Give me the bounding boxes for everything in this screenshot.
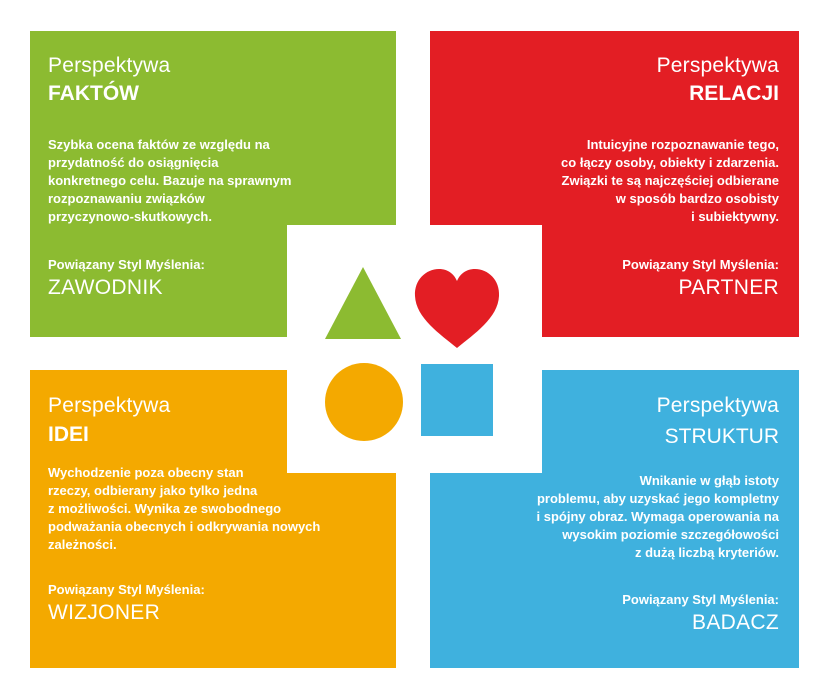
circle-shape — [325, 363, 403, 441]
description-line: z dużą liczbą kryteriów. — [634, 545, 779, 560]
card-structures-related-label: Powiązany Styl Myślenia: — [622, 592, 779, 607]
card-facts-related-label: Powiązany Styl Myślenia: — [48, 257, 205, 272]
description-line: przydatność do osiągnięcia — [48, 155, 219, 170]
card-facts-heading: FAKTÓW — [48, 82, 139, 105]
description-line: zależności. — [48, 537, 117, 552]
description-line: Szybka ocena faktów ze względu na — [48, 137, 270, 152]
card-ideas-heading: IDEI — [48, 423, 89, 446]
square-shape — [421, 364, 493, 436]
description-line: konkretnego celu. Bazuje na sprawnym — [48, 173, 292, 188]
description-line: podważania obecnych i odkrywania nowych — [48, 519, 321, 534]
description-line: z możliwości. Wynika ze swobodnego — [48, 501, 282, 516]
card-ideas-related-label: Powiązany Styl Myślenia: — [48, 582, 205, 597]
card-ideas-style-name: WIZJONER — [48, 601, 161, 624]
heart-shape — [415, 269, 499, 348]
card-relations-style-name: PARTNER — [678, 276, 779, 299]
card-structures-description — [469, 472, 779, 562]
card-relations-related-label: Powiązany Styl Myślenia: — [622, 257, 779, 272]
card-facts-description — [48, 136, 358, 226]
square-icon — [421, 364, 493, 436]
description-line: Wnikanie w głąb istoty — [639, 473, 779, 488]
card-relations-description — [479, 136, 779, 226]
card-ideas-prefix: Perspektywa — [48, 394, 171, 417]
card-facts-prefix: Perspektywa — [48, 54, 171, 77]
triangle-icon — [323, 265, 403, 341]
description-line: Intuicyjne rozpoznawanie tego, — [586, 137, 779, 152]
card-ideas-description — [48, 464, 408, 554]
card-structures-style-name: BADACZ — [692, 611, 779, 634]
description-line: i subiektywny. — [691, 209, 779, 224]
card-structures-prefix: Perspektywa — [656, 394, 779, 417]
card-structures-heading: STRUKTUR — [664, 425, 779, 448]
circle-icon — [324, 362, 404, 442]
description-line: wysokim poziomie szczegółowości — [562, 527, 779, 542]
description-line: problemu, aby uzyskać jego kompletny — [536, 491, 779, 506]
heart-icon — [412, 266, 502, 350]
description-line: w sposób bardzo osobisty — [615, 191, 779, 206]
triangle-shape — [325, 267, 401, 339]
description-line: rzeczy, odbierany jako tylko jedna — [48, 483, 258, 498]
card-facts-style-name: ZAWODNIK — [48, 276, 163, 299]
center-symbol-panel — [287, 225, 542, 473]
description-line: rozpoznawaniu związków — [48, 191, 205, 206]
description-line: i spójny obraz. Wymaga operowania na — [536, 509, 779, 524]
description-line: Wychodzenie poza obecny stan — [48, 465, 244, 480]
description-line: przyczynowo-skutkowych. — [48, 209, 212, 224]
description-line: Związki te są najczęściej odbierane — [561, 173, 779, 188]
card-relations-prefix: Perspektywa — [656, 54, 779, 77]
card-relations-heading: RELACJI — [689, 82, 779, 105]
description-line: co łączy osoby, obiekty i zdarzenia. — [561, 155, 779, 170]
